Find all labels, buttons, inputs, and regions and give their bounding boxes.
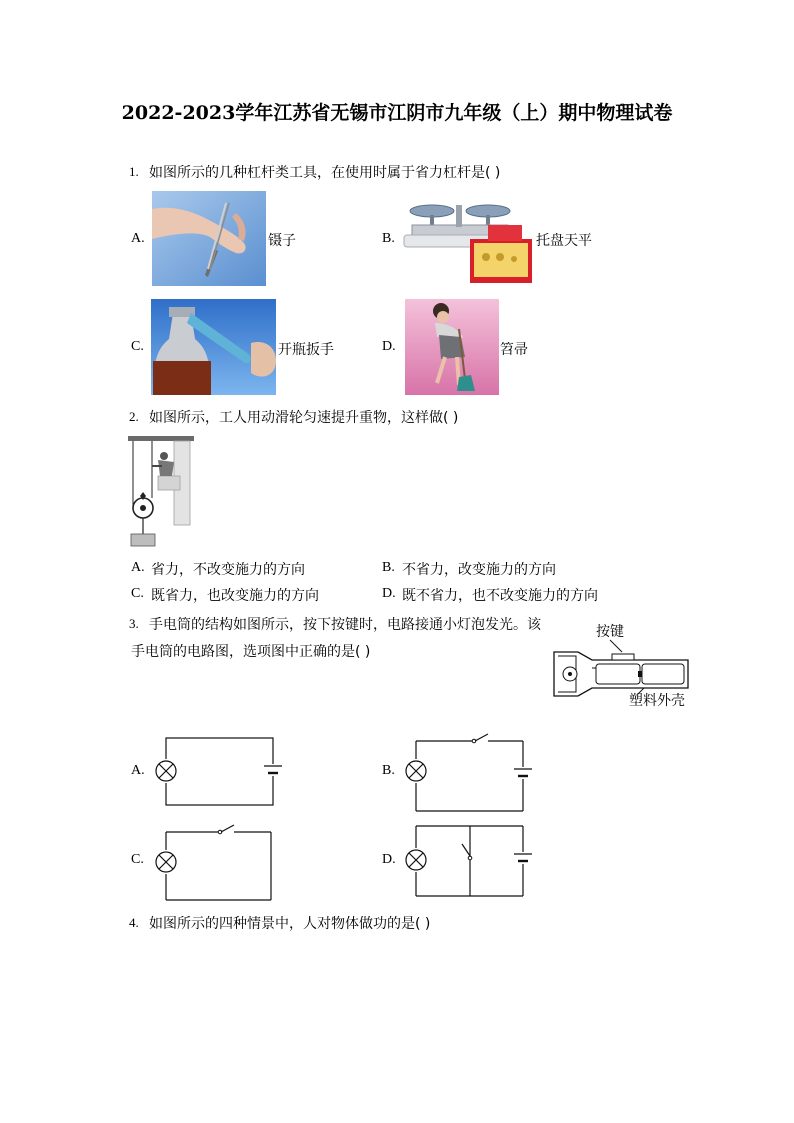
- option-text: 不省力，改变施力的方向: [402, 562, 556, 578]
- option-caption: 镊子: [268, 233, 296, 249]
- question-number: 1.: [129, 164, 139, 179]
- flashlight-diagram: [552, 638, 692, 698]
- question-text-line-1: 手电筒的结构如图所示，按下按键时，电路接通小灯泡发光。该: [149, 617, 541, 633]
- bottle-opener-image: [151, 299, 276, 395]
- circuit-diagram-c: [150, 824, 282, 902]
- option-letter: C.: [131, 586, 144, 601]
- option-letter: B.: [382, 763, 395, 778]
- page-title: 2022-2023学年江苏省无锡市江阴市九年级（上）期中物理试卷: [121, 102, 673, 124]
- option-letter: A.: [131, 763, 145, 778]
- circuit-diagram-a: [150, 735, 282, 810]
- option-letter: D.: [382, 586, 396, 601]
- option-letter: B.: [382, 231, 395, 246]
- balance-scale-image: [404, 191, 534, 286]
- question-number: 4.: [129, 915, 139, 930]
- option-text: 既不省力，也不改变施力的方向: [402, 588, 598, 604]
- question-number: 2.: [129, 409, 139, 424]
- figure-label-button: 按键: [596, 624, 624, 640]
- circuit-diagram-b: [402, 733, 534, 811]
- option-text: 省力，不改变施力的方向: [151, 562, 305, 578]
- question-text: 如图所示的四种情景中，人对物体做功的是( ): [149, 916, 431, 932]
- option-caption: 开瓶扳手: [278, 342, 334, 358]
- option-letter: C.: [131, 339, 144, 354]
- question-text-line-2: 手电筒的电路图，选项图中正确的是( ): [131, 644, 371, 660]
- option-text: 既省力，也改变施力的方向: [151, 588, 319, 604]
- circuit-diagram-d: [402, 822, 534, 900]
- option-letter: A.: [131, 560, 145, 575]
- broom-image: [405, 299, 499, 395]
- pulley-worker-image: [128, 436, 194, 550]
- option-letter: A.: [131, 231, 145, 246]
- option-letter: C.: [131, 852, 144, 867]
- option-letter: D.: [382, 339, 396, 354]
- tweezers-image: [152, 191, 266, 286]
- question-text: 如图所示的几种杠杆类工具，在使用时属于省力杠杆是( ): [149, 165, 501, 181]
- figure-label-shell: 塑料外壳: [629, 693, 685, 709]
- option-caption: 笤帚: [500, 342, 528, 358]
- option-caption: 托盘天平: [536, 233, 592, 249]
- option-letter: D.: [382, 852, 396, 867]
- option-letter: B.: [382, 560, 395, 575]
- question-number: 3.: [129, 616, 139, 631]
- question-text: 如图所示，工人用动滑轮匀速提升重物，这样做( ): [149, 410, 459, 426]
